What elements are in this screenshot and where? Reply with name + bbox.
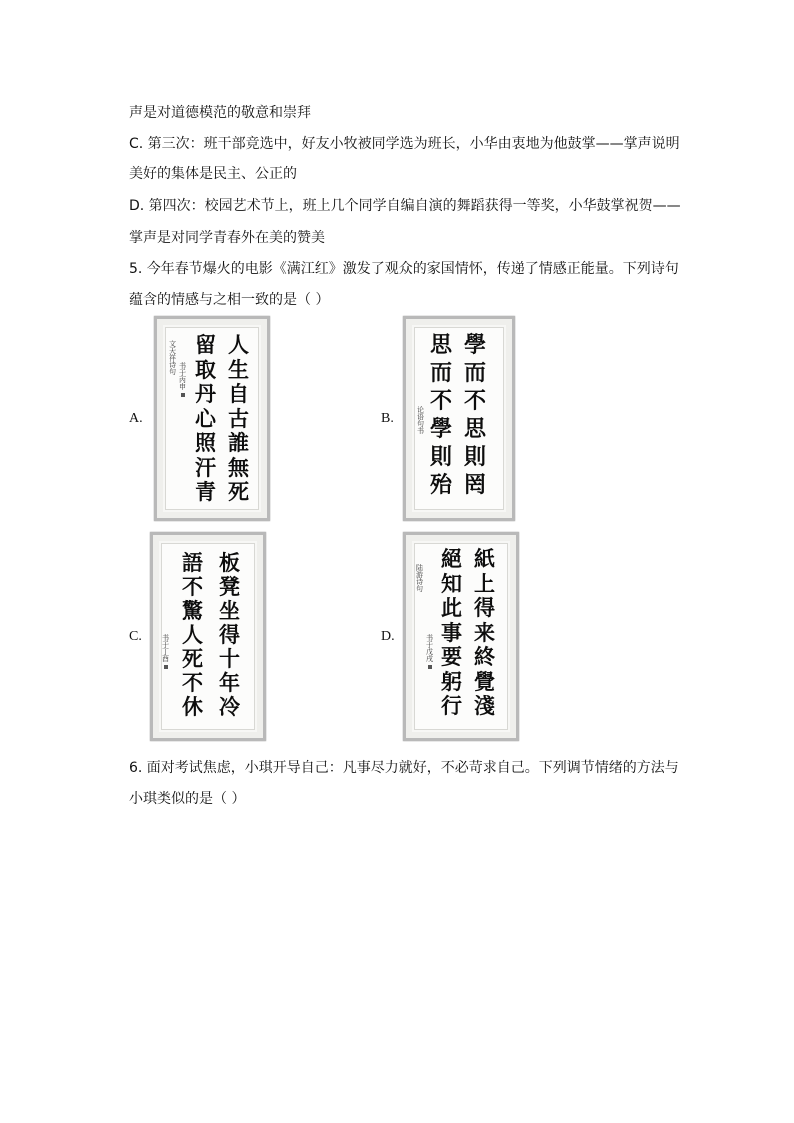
calligraphy-char: 不 bbox=[182, 574, 203, 599]
question-6-stem: 6. 面对考试焦虑，小琪开导自己：凡事尽力就好，不必苛求自己。下列调节情绪的方法与 bbox=[129, 760, 679, 776]
calligraphy-char: 語 bbox=[182, 550, 203, 575]
option-c-text: C. 第三次：班干部竞选中，好友小牧被同学选为班长，小华由衷地为他鼓掌——掌声说明 bbox=[129, 136, 680, 152]
calligraphy-char: 殆 bbox=[430, 472, 453, 498]
scroll-c-signature: 书 于 丁 酉 bbox=[162, 635, 169, 669]
calligraphy-char: 得 bbox=[219, 622, 240, 647]
calligraphy-char: 上 bbox=[474, 570, 495, 596]
question-6-stem-cont: 小琪类似的是（ ） bbox=[129, 791, 246, 807]
calligraphy-char: 淺 bbox=[474, 693, 495, 718]
calligraphy-char: 心 bbox=[195, 405, 216, 431]
calligraphy-char: 知 bbox=[441, 570, 462, 596]
calligraphy-char: 則 bbox=[430, 444, 453, 470]
calligraphy-char: 而 bbox=[430, 360, 453, 386]
calligraphy-scroll-d bbox=[403, 532, 519, 741]
calligraphy-char: 汗 bbox=[195, 454, 216, 480]
calligraphy-char: 取 bbox=[195, 356, 216, 382]
calligraphy-char: 冷 bbox=[219, 694, 240, 719]
calligraphy-char: 不 bbox=[464, 388, 487, 414]
scroll-paper bbox=[161, 543, 255, 730]
prev-question-option-b-end: 声是对道德模范的敬意和崇拜 bbox=[129, 105, 311, 121]
calligraphy-char: 不 bbox=[182, 670, 203, 695]
calligraphy-char: 紙 bbox=[474, 546, 495, 571]
scroll-d-column-right bbox=[474, 547, 495, 719]
calligraphy-char: 死 bbox=[228, 479, 249, 504]
calligraphy-scroll-b bbox=[403, 316, 515, 521]
calligraphy-char: 罔 bbox=[464, 472, 487, 498]
calligraphy-char: 照 bbox=[195, 430, 216, 455]
scroll-b-column-right bbox=[464, 331, 486, 499]
calligraphy-char: 要 bbox=[441, 644, 462, 669]
calligraphy-char: 青 bbox=[195, 479, 216, 504]
calligraphy-char: 終 bbox=[474, 644, 495, 669]
calligraphy-char: 年 bbox=[219, 670, 240, 695]
calligraphy-char: 坐 bbox=[219, 598, 240, 623]
calligraphy-char: 學 bbox=[464, 332, 487, 358]
calligraphy-char: 自 bbox=[228, 381, 249, 406]
calligraphy-char: 丹 bbox=[195, 381, 216, 406]
calligraphy-char: 死 bbox=[182, 646, 203, 671]
calligraphy-char: 留 bbox=[195, 332, 216, 357]
scroll-paper bbox=[414, 327, 504, 510]
calligraphy-char: 驚 bbox=[182, 598, 203, 623]
calligraphy-char: 行 bbox=[441, 693, 462, 718]
scroll-c-column-left bbox=[182, 551, 203, 719]
calligraphy-char: 不 bbox=[430, 388, 453, 414]
scroll-c-column-right bbox=[219, 551, 240, 719]
question-5-stem: 5. 今年春节爆火的电影《满江红》激发了观众的家国情怀，传递了情感正能量。下列诗句 bbox=[129, 261, 679, 277]
calligraphy-char: 古 bbox=[228, 405, 249, 431]
option-d-label: D. bbox=[381, 629, 395, 644]
scroll-d-signature: 陆 游 诗 句 bbox=[416, 564, 423, 593]
calligraphy-char: 人 bbox=[228, 332, 249, 357]
scroll-b-column-left bbox=[430, 331, 452, 499]
calligraphy-char: 此 bbox=[441, 595, 462, 620]
calligraphy-char: 来 bbox=[474, 619, 495, 645]
scroll-a-column-left bbox=[195, 333, 216, 505]
calligraphy-char: 人 bbox=[182, 622, 203, 647]
calligraphy-char: 覺 bbox=[474, 668, 495, 694]
scroll-d-signature-2: 书 于 戊 戌 bbox=[426, 635, 433, 669]
question-5-stem-cont: 蕴含的情感与之相一致的是（ ） bbox=[129, 292, 330, 308]
calligraphy-char: 得 bbox=[474, 595, 495, 620]
calligraphy-char: 休 bbox=[182, 694, 203, 719]
seal-mark bbox=[181, 393, 185, 397]
calligraphy-char: 思 bbox=[464, 416, 487, 442]
scroll-a-column-right bbox=[228, 333, 249, 505]
option-c-label: C. bbox=[129, 629, 142, 644]
option-c-text-cont: 美好的集体是民主、公正的 bbox=[129, 166, 297, 182]
scroll-a-signature: 文 天 祥 诗 句 bbox=[169, 340, 176, 376]
calligraphy-scroll-c bbox=[150, 532, 266, 741]
calligraphy-char: 絕 bbox=[441, 546, 462, 571]
scroll-d-column-left bbox=[441, 547, 462, 719]
calligraphy-char: 思 bbox=[430, 332, 453, 358]
seal-mark bbox=[428, 665, 432, 669]
calligraphy-char: 誰 bbox=[228, 430, 249, 455]
scroll-a-signature-2: 书 于 丙 申 bbox=[179, 363, 186, 397]
calligraphy-char: 事 bbox=[441, 619, 462, 645]
calligraphy-scroll-a bbox=[154, 316, 270, 521]
calligraphy-char: 學 bbox=[430, 416, 453, 442]
option-b-label: B. bbox=[381, 411, 394, 426]
calligraphy-char: 板 bbox=[219, 550, 240, 575]
calligraphy-char: 則 bbox=[464, 444, 487, 470]
option-d-text-cont: 掌声是对同学青春外在美的赞美 bbox=[129, 230, 325, 246]
calligraphy-char: 十 bbox=[219, 646, 240, 671]
calligraphy-char: 無 bbox=[228, 454, 249, 480]
calligraphy-char: 生 bbox=[228, 356, 249, 382]
option-a-label: A. bbox=[129, 411, 143, 426]
scroll-b-signature: 论 语 句 书 bbox=[417, 406, 424, 435]
seal-mark bbox=[164, 665, 168, 669]
calligraphy-char: 而 bbox=[464, 360, 487, 386]
option-d-text: D. 第四次：校园艺术节上，班上几个同学自编自演的舞蹈获得一等奖，小华鼓掌祝贺—— bbox=[129, 198, 681, 214]
calligraphy-char: 躬 bbox=[441, 668, 462, 694]
calligraphy-char: 凳 bbox=[219, 574, 240, 599]
